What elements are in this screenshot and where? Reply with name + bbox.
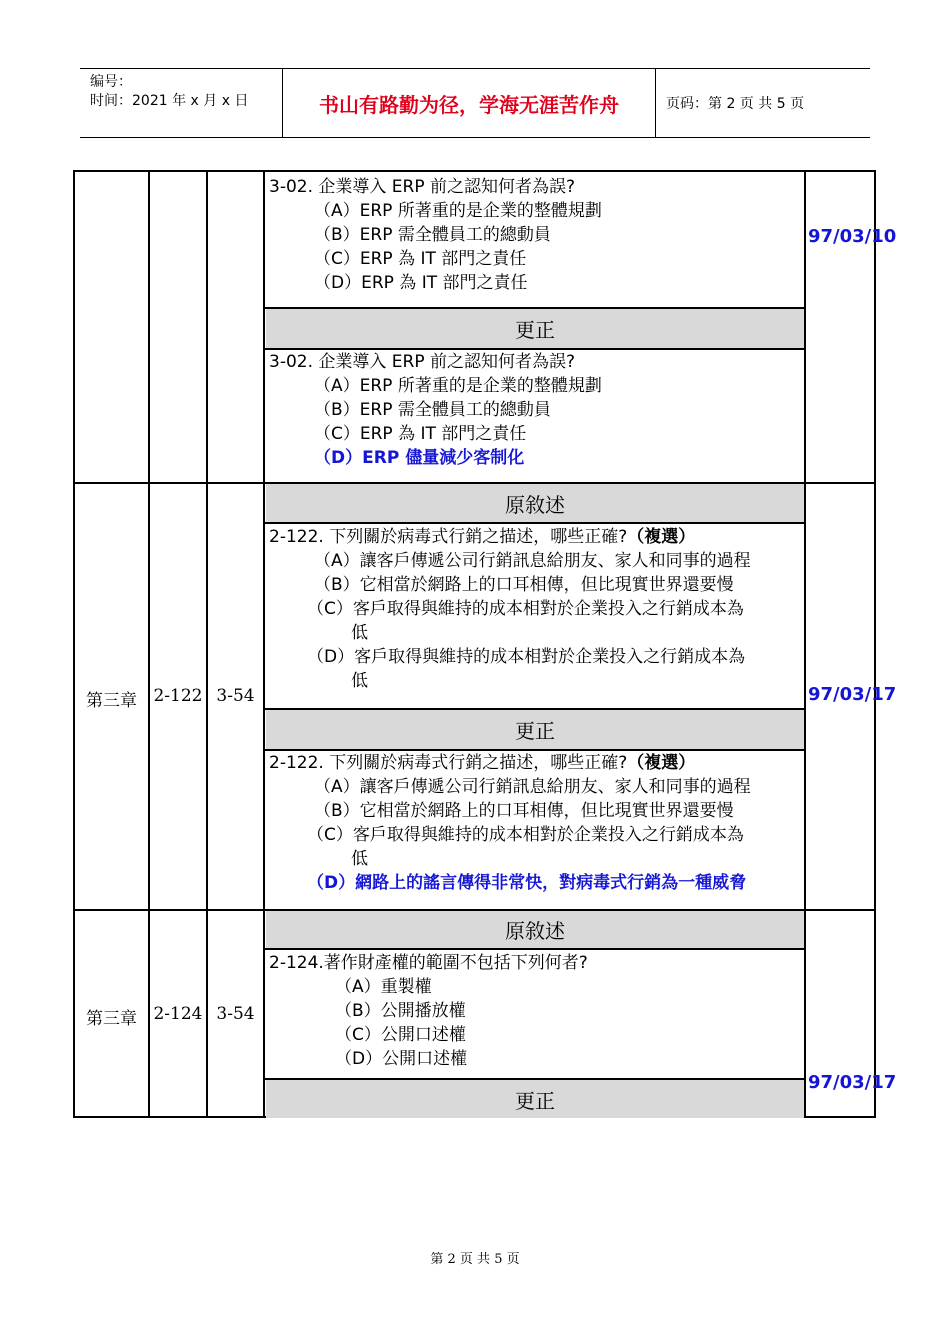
option-a: （A）ERP 所著重的是企業的整體規劃 [314,201,602,221]
option-a: （A）讓客戶傳遞公司行銷訊息給朋友、家人和同事的過程 [314,777,751,797]
question-text: 2-124.著作財產權的範圍不包括下列何者? [269,953,588,973]
option-d-corrected: （D）網路上的謠言傳得非常快，對病毒式行銷為一種威脅 [307,873,747,893]
correction-label: 更正 [266,710,804,749]
option-a: （A）讓客戶傳遞公司行銷訊息給朋友、家人和同事的過程 [314,551,751,571]
header-motto: 书山有路勤为径，学海无涯苦作舟 [282,69,656,137]
option-c-cont: 低 [351,849,368,869]
time-label: 时间：2021 年 x 月 x 日 [90,93,249,109]
number-label: 编号： [90,74,132,90]
option-c: （C）公開口述權 [335,1025,466,1045]
multi-select-note: （複選） [627,527,696,547]
multi-select-note: （複選） [627,753,696,773]
option-c: （C）ERP 為 IT 部門之責任 [314,424,527,444]
col-divider [206,172,208,1116]
option-b: （B）它相當於網路上的口耳相傳，但比現實世界還要慢 [314,801,734,821]
option-d-corrected: （D）ERP 儘量減少客制化 [314,448,525,468]
question-text: 2-122. 下列關於病毒式行銷之描述，哪些正確? [269,753,628,773]
col-divider [263,172,265,1116]
errata-table [73,170,897,1118]
option-b: （B）ERP 需全體員工的總動員 [314,400,551,420]
original-label: 原敘述 [266,484,804,522]
col-divider [804,172,806,1116]
row3-date: 97/03/17 [808,1072,897,1093]
option-c: （C）客戶取得與維持的成本相對於企業投入之行銷成本為 [307,599,744,619]
question-text: 3-02. 企業導入 ERP 前之認知何者為誤? [269,177,576,197]
row1-correction [269,350,803,470]
row1-date: 97/03/10 [808,226,897,247]
row3-page-ref: 3-54 [216,1004,255,1024]
content-divider [265,522,805,524]
option-d: （D）ERP 為 IT 部門之責任 [314,273,528,293]
original-label: 原敘述 [266,911,804,948]
content-divider [265,948,805,950]
header-page-label: 页码：第 2 页 共 5 页 [666,96,805,112]
col-divider [148,172,150,1116]
row2-date: 97/03/17 [808,684,897,705]
row2-question-no: 2-122 [153,686,203,706]
row2-page-ref: 3-54 [216,686,255,706]
row1-original [269,175,803,295]
option-b: （B）公開播放權 [335,1001,466,1021]
row3-chapter: 第三章 [86,1009,137,1029]
option-c: （C）ERP 為 IT 部門之責任 [314,249,527,269]
row2-chapter: 第三章 [86,691,137,711]
option-c-cont: 低 [351,623,368,643]
question-text: 3-02. 企業導入 ERP 前之認知何者為誤? [269,352,576,372]
option-d-cont: 低 [351,671,368,691]
option-d: （D）客戶取得與維持的成本相對於企業投入之行銷成本為 [307,647,746,667]
header-meta [80,69,282,137]
option-b: （B）ERP 需全體員工的總動員 [314,225,551,245]
correction-label: 更正 [266,309,804,348]
row2-original [269,525,803,693]
page-footer: 第 2 页 共 5 页 [430,1252,520,1267]
question-text: 2-122. 下列關於病毒式行銷之描述，哪些正確? [269,527,628,547]
option-a: （A）ERP 所著重的是企業的整體規劃 [314,376,602,396]
row3-original [269,951,803,1071]
page-header [80,68,870,138]
row3-question-no: 2-124 [153,1004,203,1024]
row2-correction [269,751,803,895]
option-d: （D）公開口述權 [335,1049,468,1069]
option-c: （C）客戶取得與維持的成本相對於企業投入之行銷成本為 [307,825,744,845]
option-a: （A）重製權 [335,977,432,997]
correction-label: 更正 [266,1080,804,1118]
option-b: （B）它相當於網路上的口耳相傳，但比現實世界還要慢 [314,575,734,595]
